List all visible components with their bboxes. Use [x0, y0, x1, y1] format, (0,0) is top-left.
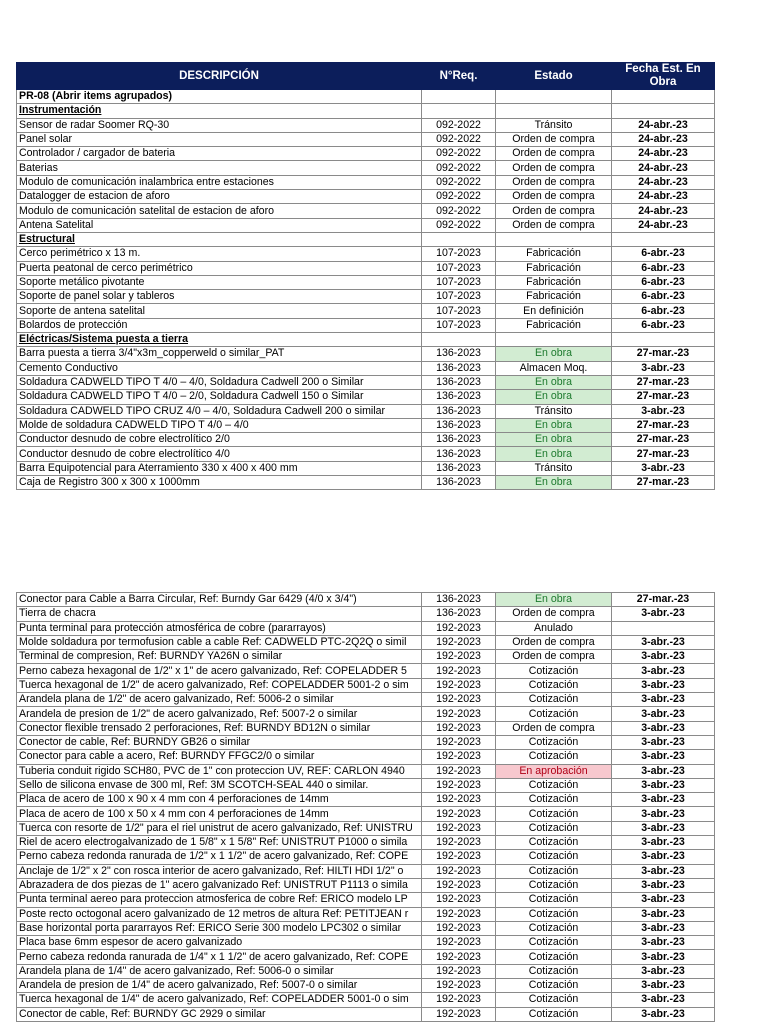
cell-fecha: 3-abr.-23	[612, 793, 715, 807]
header-nreq: N°Req.	[422, 63, 496, 90]
cell-fecha: 3-abr.-23	[612, 864, 715, 878]
cell-estado: Fabricación	[496, 261, 612, 275]
cell-fecha: 27-mar.-23	[612, 418, 715, 432]
cell-descripcion: Placa de acero de 100 x 50 x 4 mm con 4 perforaciones de 14mm	[17, 807, 422, 821]
cell-estado: En obra	[496, 418, 612, 432]
cell-descripcion: PR-08 (Abrir items agrupados)	[17, 90, 422, 104]
cell-nreq	[422, 333, 496, 347]
cell-fecha: 3-abr.-23	[612, 721, 715, 735]
cell-fecha: 24-abr.-23	[612, 190, 715, 204]
table-row	[17, 807, 715, 821]
cell-nreq: 192-2023	[422, 993, 496, 1007]
cell-estado: En aprobación	[496, 764, 612, 778]
table-row	[17, 218, 715, 232]
cell-estado: Orden de compra	[496, 147, 612, 161]
cell-nreq: 136-2023	[422, 607, 496, 621]
table-row	[17, 447, 715, 461]
cell-estado: Cotización	[496, 793, 612, 807]
cell-nreq: 092-2022	[422, 218, 496, 232]
table-row	[17, 204, 715, 218]
table-header	[17, 63, 715, 90]
cell-nreq: 192-2023	[422, 707, 496, 721]
cell-nreq: 192-2023	[422, 864, 496, 878]
cell-estado: En obra	[496, 347, 612, 361]
cell-nreq: 192-2023	[422, 693, 496, 707]
cell-descripcion: Arandela plana de 1/2" de acero galvanizado, Ref: 5006-2 o similar	[17, 693, 422, 707]
cell-fecha: 3-abr.-23	[612, 821, 715, 835]
cell-estado: Almacen Moq.	[496, 361, 612, 375]
cell-descripcion: Tuerca hexagonal de 1/4" de acero galvanizado, Ref: COPELADDER 5001-0 o sim	[17, 993, 422, 1007]
cell-estado: Orden de compra	[496, 650, 612, 664]
header-fecha: Fecha Est. En Obra	[612, 63, 715, 90]
cell-descripcion: Molde soldadura por termofusion cable a cable Ref: CADWELD PTC-2Q2Q o simil	[17, 635, 422, 649]
cell-fecha: 3-abr.-23	[612, 664, 715, 678]
cell-estado: En obra	[496, 375, 612, 389]
cell-fecha	[612, 333, 715, 347]
cell-estado: Cotización	[496, 993, 612, 1007]
table-row	[17, 664, 715, 678]
cell-fecha: 3-abr.-23	[612, 807, 715, 821]
cell-nreq: 092-2022	[422, 147, 496, 161]
cell-nreq: 092-2022	[422, 204, 496, 218]
cell-fecha: 24-abr.-23	[612, 204, 715, 218]
cell-estado: Cotización	[496, 693, 612, 707]
table-row	[17, 907, 715, 921]
cell-estado: Cotización	[496, 664, 612, 678]
cell-estado: Fabricación	[496, 290, 612, 304]
cell-fecha: 3-abr.-23	[612, 878, 715, 892]
cell-fecha: 3-abr.-23	[612, 979, 715, 993]
cell-descripcion: Barra puesta a tierra 3/4"x3m_copperweld o similar_PAT	[17, 347, 422, 361]
cell-descripcion: Caja de Registro 300 x 300 x 1000mm	[17, 476, 422, 490]
cell-fecha: 24-abr.-23	[612, 161, 715, 175]
cell-fecha: 6-abr.-23	[612, 318, 715, 332]
cell-nreq: 092-2022	[422, 190, 496, 204]
cell-estado: Orden de compra	[496, 607, 612, 621]
cell-descripcion: Conector flexible trensado 2 perforaciones, Ref: BURNDY BD12N o similar	[17, 721, 422, 735]
cell-descripcion: Tuberia conduit rigido SCH80, PVC de 1" con proteccion UV, REF: CARLON 4940	[17, 764, 422, 778]
cell-fecha: 3-abr.-23	[612, 607, 715, 621]
table-row	[17, 175, 715, 189]
cell-estado: Orden de compra	[496, 721, 612, 735]
cell-nreq: 136-2023	[422, 404, 496, 418]
cell-descripcion: Soldadura CADWELD TIPO T 4/0 – 4/0, Soldadura Cadwell 200 o Similar	[17, 375, 422, 389]
cell-fecha: 3-abr.-23	[612, 693, 715, 707]
cell-descripcion: Placa de acero de 100 x 90 x 4 mm con 4 perforaciones de 14mm	[17, 793, 422, 807]
table-row	[17, 635, 715, 649]
cell-nreq: 192-2023	[422, 836, 496, 850]
cell-nreq: 192-2023	[422, 964, 496, 978]
table-row	[17, 864, 715, 878]
cell-nreq: 092-2022	[422, 132, 496, 146]
cell-estado: Cotización	[496, 936, 612, 950]
cell-descripcion: Tierra de chacra	[17, 607, 422, 621]
cell-nreq	[422, 104, 496, 118]
table-row	[17, 678, 715, 692]
cell-descripcion: Soporte de panel solar y tableros	[17, 290, 422, 304]
table-row	[17, 275, 715, 289]
table-row	[17, 993, 715, 1007]
table-row	[17, 390, 715, 404]
cell-estado: Cotización	[496, 878, 612, 892]
table-row	[17, 893, 715, 907]
cell-descripcion: Conductor desnudo de cobre electrolítico 4/0	[17, 447, 422, 461]
cell-descripcion: Eléctricas/Sistema puesta a tierra	[17, 333, 422, 347]
table-row	[17, 921, 715, 935]
cell-fecha: 6-abr.-23	[612, 304, 715, 318]
cell-nreq: 192-2023	[422, 764, 496, 778]
cell-descripcion: Baterias	[17, 161, 422, 175]
cell-fecha: 3-abr.-23	[612, 361, 715, 375]
cell-fecha: 24-abr.-23	[612, 218, 715, 232]
table-row	[17, 735, 715, 749]
cell-nreq: 192-2023	[422, 936, 496, 950]
table-row	[17, 593, 715, 607]
cell-descripcion: Soldadura CADWELD TIPO CRUZ 4/0 – 4/0, Soldadura Cadwell 200 o similar	[17, 404, 422, 418]
cell-descripcion: Tuerca con resorte de 1/2" para el riel unistrut de acero galvanizado, Ref: UNISTRU	[17, 821, 422, 835]
table-row	[17, 461, 715, 475]
cell-descripcion: Terminal de compresion, Ref: BURNDY YA26N o similar	[17, 650, 422, 664]
table-row	[17, 878, 715, 892]
section-row	[17, 90, 715, 104]
table-row	[17, 361, 715, 375]
cell-estado: Cotización	[496, 907, 612, 921]
cell-nreq: 192-2023	[422, 650, 496, 664]
cell-estado: Cotización	[496, 778, 612, 792]
cell-fecha: 24-abr.-23	[612, 147, 715, 161]
cell-nreq: 192-2023	[422, 621, 496, 635]
cell-fecha: 3-abr.-23	[612, 964, 715, 978]
cell-nreq	[422, 90, 496, 104]
table-row	[17, 261, 715, 275]
cell-fecha: 3-abr.-23	[612, 850, 715, 864]
table-row	[17, 650, 715, 664]
cell-estado: Orden de compra	[496, 161, 612, 175]
cell-fecha: 27-mar.-23	[612, 347, 715, 361]
table-row	[17, 318, 715, 332]
table-row	[17, 721, 715, 735]
table-body-bottom	[17, 593, 715, 1022]
cell-fecha: 3-abr.-23	[612, 893, 715, 907]
cell-nreq: 192-2023	[422, 878, 496, 892]
cell-nreq: 192-2023	[422, 778, 496, 792]
table-row	[17, 778, 715, 792]
cell-fecha: 3-abr.-23	[612, 950, 715, 964]
cell-estado: Cotización	[496, 921, 612, 935]
cell-nreq: 192-2023	[422, 821, 496, 835]
table-row	[17, 147, 715, 161]
cell-nreq: 192-2023	[422, 735, 496, 749]
cell-descripcion: Soporte metálico pivotante	[17, 275, 422, 289]
cell-estado: Fabricación	[496, 318, 612, 332]
section-row	[17, 232, 715, 246]
table-row	[17, 118, 715, 132]
cell-nreq	[422, 232, 496, 246]
cell-fecha: 27-mar.-23	[612, 375, 715, 389]
cell-fecha: 24-abr.-23	[612, 118, 715, 132]
cell-descripcion: Puerta peatonal de cerco perimétrico	[17, 261, 422, 275]
cell-nreq: 092-2022	[422, 175, 496, 189]
cell-nreq: 192-2023	[422, 979, 496, 993]
table-row	[17, 850, 715, 864]
cell-descripcion: Punta terminal aereo para proteccion atmosferica de cobre Ref: ERICO modelo LP	[17, 893, 422, 907]
table-row	[17, 161, 715, 175]
cell-fecha: 24-abr.-23	[612, 175, 715, 189]
cell-estado: Orden de compra	[496, 132, 612, 146]
cell-descripcion: Panel solar	[17, 132, 422, 146]
cell-fecha	[612, 90, 715, 104]
cell-estado: Cotización	[496, 864, 612, 878]
cell-estado	[496, 232, 612, 246]
cell-fecha: 24-abr.-23	[612, 132, 715, 146]
cell-fecha: 3-abr.-23	[612, 735, 715, 749]
cell-fecha: 27-mar.-23	[612, 390, 715, 404]
cell-descripcion: Conector de cable, Ref: BURNDY GB26 o similar	[17, 735, 422, 749]
cell-descripcion: Soporte de antena satelital	[17, 304, 422, 318]
table-row	[17, 793, 715, 807]
cell-descripcion: Sensor de radar Soomer RQ-30	[17, 118, 422, 132]
cell-fecha: 3-abr.-23	[612, 404, 715, 418]
cell-descripcion: Conector para cable a acero, Ref: BURNDY FFGC2/0 o similar	[17, 750, 422, 764]
cell-fecha: 3-abr.-23	[612, 707, 715, 721]
cell-descripcion: Placa base 6mm espesor de acero galvanizado	[17, 936, 422, 950]
cell-descripcion: Perno cabeza redonda ranurada de 1/2" x 1 1/2" de acero galvanizado, Ref: COPE	[17, 850, 422, 864]
cell-estado: Fabricación	[496, 275, 612, 289]
cell-descripcion: Soldadura CADWELD TIPO T 4/0 – 2/0, Soldadura Cadwell 150 o Similar	[17, 390, 422, 404]
cell-descripcion: Poste recto octogonal acero galvanizado de 12 metros de altura Ref: PETITJEAN r	[17, 907, 422, 921]
cell-nreq: 192-2023	[422, 850, 496, 864]
cell-descripcion: Conector de cable, Ref: BURNDY GC 2929 o similar	[17, 1007, 422, 1021]
cell-nreq: 192-2023	[422, 1007, 496, 1021]
cell-fecha: 3-abr.-23	[612, 921, 715, 935]
cell-fecha: 3-abr.-23	[612, 650, 715, 664]
cell-fecha: 3-abr.-23	[612, 635, 715, 649]
cell-estado: Orden de compra	[496, 190, 612, 204]
cell-estado: Cotización	[496, 750, 612, 764]
cell-descripcion: Modulo de comunicación satelital de estacion de aforo	[17, 204, 422, 218]
cell-estado: Cotización	[496, 893, 612, 907]
cell-descripcion: Instrumentación	[17, 104, 422, 118]
table-row	[17, 476, 715, 490]
cell-descripcion: Antena Satelital	[17, 218, 422, 232]
cell-descripcion: Cerco perimétrico x 13 m.	[17, 247, 422, 261]
header-descripcion: DESCRIPCIÓN	[17, 63, 422, 90]
cell-fecha: 3-abr.-23	[612, 461, 715, 475]
cell-estado: En definición	[496, 304, 612, 318]
table-row	[17, 190, 715, 204]
cell-descripcion: Arandela de presion de 1/2" de acero galvanizado, Ref: 5007-2 o similar	[17, 707, 422, 721]
cell-fecha: 3-abr.-23	[612, 778, 715, 792]
cell-descripcion: Anclaje de 1/2" x 2" con rosca interior de acero galvanizado, Ref: HILTI HDI 1/2" o	[17, 864, 422, 878]
cell-estado: Orden de compra	[496, 175, 612, 189]
table-row	[17, 936, 715, 950]
cell-estado: Cotización	[496, 735, 612, 749]
table-row	[17, 693, 715, 707]
cell-descripcion: Perno cabeza redonda ranurada de 1/4" x 1 1/2" de acero galvanizado, Ref: COPE	[17, 950, 422, 964]
cell-nreq: 136-2023	[422, 347, 496, 361]
table-row	[17, 247, 715, 261]
cell-fecha: 6-abr.-23	[612, 261, 715, 275]
cell-descripcion: Conector para Cable a Barra Circular, Ref: Burndy Gar 6429 (4/0 x 3/4")	[17, 593, 422, 607]
cell-nreq: 107-2023	[422, 261, 496, 275]
cell-fecha: 27-mar.-23	[612, 476, 715, 490]
table-row	[17, 979, 715, 993]
cell-descripcion: Abrazadera de dos piezas de 1" acero galvanizado Ref: UNISTRUT P1113 o simila	[17, 878, 422, 892]
cell-descripcion: Arandela plana de 1/4" de acero galvanizado, Ref: 5006-0 o similar	[17, 964, 422, 978]
table-row	[17, 347, 715, 361]
cell-nreq: 107-2023	[422, 275, 496, 289]
cell-estado: Cotización	[496, 678, 612, 692]
cell-estado: En obra	[496, 593, 612, 607]
cell-fecha: 27-mar.-23	[612, 433, 715, 447]
cell-fecha: 3-abr.-23	[612, 750, 715, 764]
cell-fecha: 6-abr.-23	[612, 290, 715, 304]
cell-nreq: 192-2023	[422, 950, 496, 964]
cell-fecha: 3-abr.-23	[612, 764, 715, 778]
cell-descripcion: Base horizontal porta pararrayos Ref: ERICO Serie 300 modelo LPC302 o similar	[17, 921, 422, 935]
cell-fecha: 3-abr.-23	[612, 1007, 715, 1021]
cell-descripcion: Tuerca hexagonal de 1/2" de acero galvanizado, Ref: COPELADDER 5001-2 o sim	[17, 678, 422, 692]
cell-fecha: 3-abr.-23	[612, 993, 715, 1007]
table-row	[17, 964, 715, 978]
cell-nreq: 192-2023	[422, 921, 496, 935]
cell-fecha	[612, 621, 715, 635]
cell-descripcion: Conductor desnudo de cobre electrolítico 2/0	[17, 433, 422, 447]
cell-nreq: 192-2023	[422, 750, 496, 764]
cell-nreq: 192-2023	[422, 664, 496, 678]
cell-fecha	[612, 104, 715, 118]
table-row	[17, 404, 715, 418]
cell-fecha: 3-abr.-23	[612, 678, 715, 692]
cell-estado: Cotización	[496, 821, 612, 835]
table-row	[17, 950, 715, 964]
cell-nreq: 136-2023	[422, 476, 496, 490]
cell-nreq: 136-2023	[422, 390, 496, 404]
cell-estado: Cotización	[496, 979, 612, 993]
cell-fecha: 6-abr.-23	[612, 275, 715, 289]
table-row	[17, 304, 715, 318]
cell-descripcion: Arandela de presion de 1/4" de acero galvanizado, Ref: 5007-0 o similar	[17, 979, 422, 993]
section-row	[17, 104, 715, 118]
cell-fecha: 3-abr.-23	[612, 907, 715, 921]
cell-estado: Cotización	[496, 950, 612, 964]
cell-descripcion: Estructural	[17, 232, 422, 246]
cell-fecha: 27-mar.-23	[612, 593, 715, 607]
table-row	[17, 1007, 715, 1021]
cell-estado: Cotización	[496, 836, 612, 850]
cell-nreq: 192-2023	[422, 635, 496, 649]
cell-nreq: 136-2023	[422, 361, 496, 375]
cell-fecha: 27-mar.-23	[612, 447, 715, 461]
cell-nreq: 092-2022	[422, 118, 496, 132]
cell-estado: Orden de compra	[496, 204, 612, 218]
table-row	[17, 764, 715, 778]
table-row	[17, 821, 715, 835]
cell-nreq: 136-2023	[422, 461, 496, 475]
cell-estado: Tránsito	[496, 404, 612, 418]
cell-estado: En obra	[496, 476, 612, 490]
cell-nreq: 136-2023	[422, 433, 496, 447]
cell-estado: Anulado	[496, 621, 612, 635]
table-row	[17, 607, 715, 621]
cell-nreq: 192-2023	[422, 807, 496, 821]
cell-fecha: 6-abr.-23	[612, 247, 715, 261]
cell-descripcion: Datalogger de estacion de aforo	[17, 190, 422, 204]
cell-nreq: 192-2023	[422, 907, 496, 921]
table-row	[17, 290, 715, 304]
cell-estado	[496, 333, 612, 347]
cell-nreq: 136-2023	[422, 447, 496, 461]
cell-descripcion: Cemento Conductivo	[17, 361, 422, 375]
cell-estado: Cotización	[496, 850, 612, 864]
table-row	[17, 707, 715, 721]
cell-nreq: 192-2023	[422, 893, 496, 907]
cell-estado: Cotización	[496, 964, 612, 978]
section-row	[17, 333, 715, 347]
cell-fecha: 3-abr.-23	[612, 836, 715, 850]
cell-nreq: 107-2023	[422, 318, 496, 332]
cell-fecha	[612, 232, 715, 246]
cell-nreq: 107-2023	[422, 247, 496, 261]
cell-descripcion: Controlador / cargador de bateria	[17, 147, 422, 161]
cell-descripcion: Sello de silicona envase de 300 ml, Ref: 3M SCOTCH-SEAL 440 o similar.	[17, 778, 422, 792]
table-row	[17, 418, 715, 432]
cell-descripcion: Punta terminal para protección atmosférica de cobre (pararrayos)	[17, 621, 422, 635]
cell-nreq: 136-2023	[422, 418, 496, 432]
cell-nreq: 192-2023	[422, 721, 496, 735]
cell-estado: Orden de compra	[496, 635, 612, 649]
cell-descripcion: Perno cabeza hexagonal de 1/2" x 1" de acero galvanizado, Ref: COPELADDER 5	[17, 664, 422, 678]
table-row	[17, 750, 715, 764]
cell-estado	[496, 90, 612, 104]
cell-estado: En obra	[496, 390, 612, 404]
cell-descripcion: Modulo de comunicación inalambrica entre estaciones	[17, 175, 422, 189]
cell-nreq: 136-2023	[422, 593, 496, 607]
cell-nreq: 092-2022	[422, 161, 496, 175]
requirements-table-top	[16, 62, 715, 490]
cell-estado: Tránsito	[496, 118, 612, 132]
cell-nreq: 192-2023	[422, 793, 496, 807]
cell-descripcion: Riel de acero electrogalvanizado de 1 5/8" x 1 5/8" Ref: UNISTRUT P1000 o simila	[17, 836, 422, 850]
cell-nreq: 107-2023	[422, 290, 496, 304]
table-body-top	[17, 90, 715, 490]
header-estado: Estado	[496, 63, 612, 90]
cell-descripcion: Barra Equipotencial para Aterramiento 330 x 400 x 400 mm	[17, 461, 422, 475]
cell-descripcion: Molde de soldadura CADWELD TIPO T 4/0 – 4/0	[17, 418, 422, 432]
cell-estado: Tránsito	[496, 461, 612, 475]
cell-descripcion: Bolardos de protección	[17, 318, 422, 332]
cell-nreq: 107-2023	[422, 304, 496, 318]
cell-fecha: 3-abr.-23	[612, 936, 715, 950]
cell-nreq: 192-2023	[422, 678, 496, 692]
cell-estado	[496, 104, 612, 118]
requirements-table-bottom	[16, 592, 715, 1022]
table-row	[17, 836, 715, 850]
table-row	[17, 132, 715, 146]
cell-estado: Fabricación	[496, 247, 612, 261]
cell-estado: Cotización	[496, 707, 612, 721]
cell-estado: En obra	[496, 433, 612, 447]
cell-estado: Orden de compra	[496, 218, 612, 232]
cell-estado: Cotización	[496, 1007, 612, 1021]
cell-nreq: 136-2023	[422, 375, 496, 389]
table-row	[17, 621, 715, 635]
table-row	[17, 433, 715, 447]
cell-estado: Cotización	[496, 807, 612, 821]
cell-estado: En obra	[496, 447, 612, 461]
table-row	[17, 375, 715, 389]
